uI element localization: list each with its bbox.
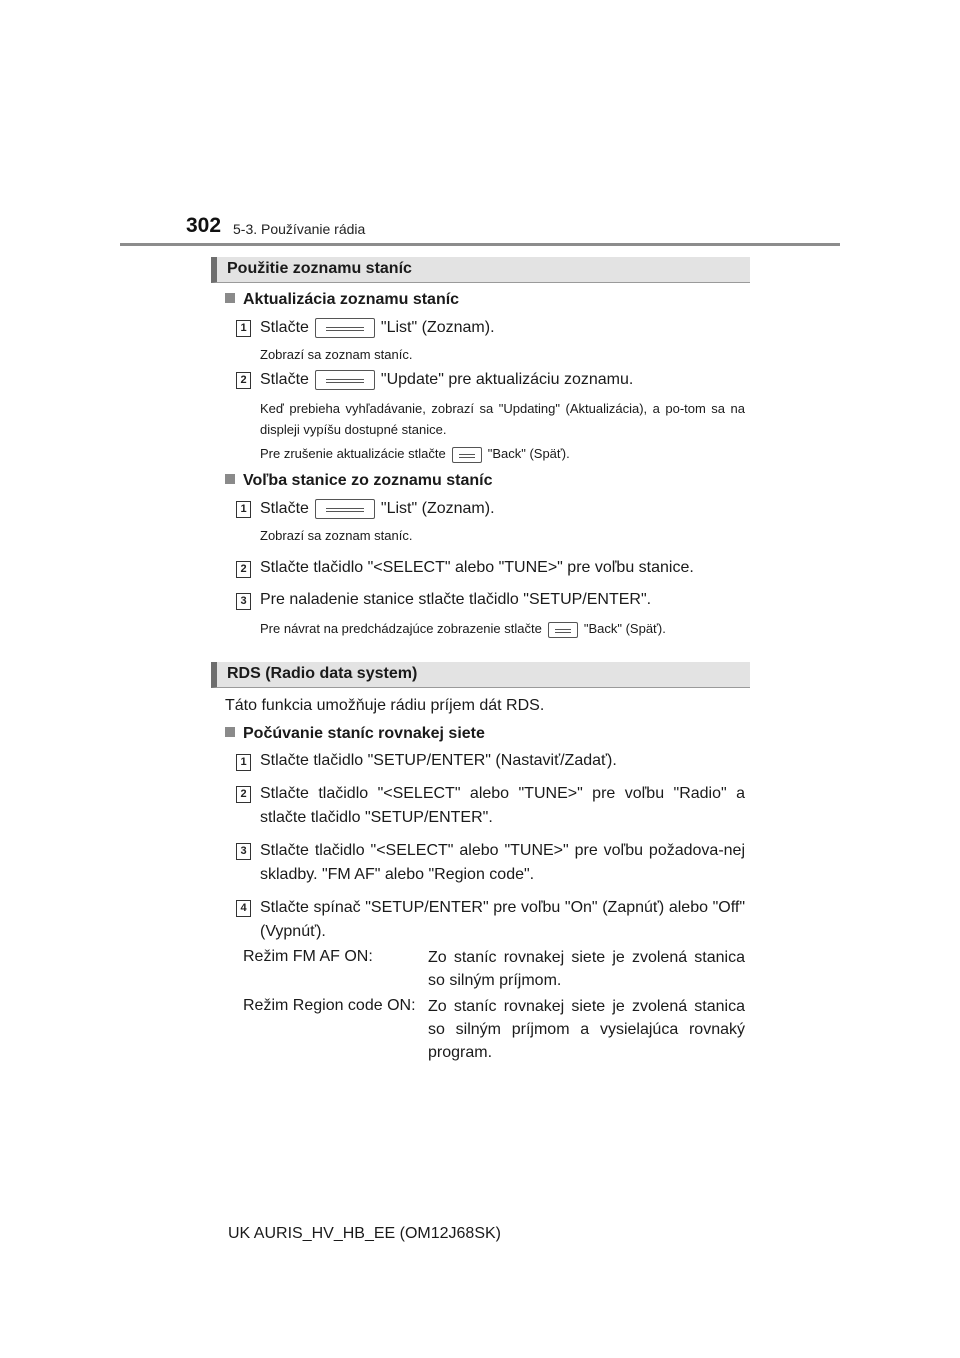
footer-model-code: UK AURIS_HV_HB_EE (OM12J68SK) [228, 1225, 501, 1242]
steering-switch-icon [315, 499, 375, 519]
square-bullet-icon [225, 727, 235, 737]
mode-label: Režim Region code ON: [243, 997, 416, 1014]
section-title: RDS (Radio data system) [227, 665, 418, 682]
step-note: Zobrazí sa zoznam staníc. [260, 528, 413, 543]
steering-switch-icon [452, 447, 482, 463]
step-badge: 2 [236, 372, 251, 389]
step-note: Keď prebieha vyhľadávanie, zobrazí sa "Updating" (Aktualizácia), a po-tom sa na displeji vypíšu dostupné stanice. [260, 401, 745, 437]
step-text: Stlačte tlačidlo "<SELECT" alebo "TUNE>" pre voľbu požadova-nej skladby. "FM AF" alebo "Region code". [260, 842, 745, 883]
steering-switch-icon [548, 622, 578, 638]
step-badge: 4 [236, 900, 251, 917]
header-rule [120, 243, 840, 246]
subheading-select-station: Voľba stanice zo zoznamu staníc [225, 472, 492, 490]
section-title: Použitie zoznamu staníc [227, 260, 412, 277]
step-text: Stlačte "List" (Zoznam). [260, 500, 495, 518]
step-badge: 1 [236, 320, 251, 337]
step-text: Stlačte tlačidlo "SETUP/ENTER" (Nastaviť/Zadať). [260, 752, 617, 769]
step-badge: 3 [236, 593, 251, 610]
mode-description: Zo staníc rovnakej siete je zvolená stanica so silným príjmom. [428, 949, 745, 989]
step-text: Stlačte tlačidlo "<SELECT" alebo "TUNE>" pre voľbu "Radio" a stlačte tlačidlo "SETUP/ENTER". [260, 785, 745, 826]
square-bullet-icon [225, 293, 235, 303]
step-badge: 2 [236, 561, 251, 578]
section-bar-station-list [211, 257, 750, 283]
subheading-same-network: Počúvanie staníc rovnakej siete [225, 725, 485, 743]
step-badge: 3 [236, 843, 251, 860]
mode-label: Režim FM AF ON: [243, 948, 373, 965]
section-bar-rds [211, 662, 750, 688]
rds-intro: Táto funkcia umožňuje rádiu príjem dát RDS. [225, 697, 545, 714]
step-badge: 1 [236, 754, 251, 771]
step-text: Pre naladenie stanice stlačte tlačidlo "SETUP/ENTER". [260, 591, 652, 608]
step-text: Stlačte tlačidlo "<SELECT" alebo "TUNE>" pre voľbu stanice. [260, 559, 694, 576]
subheading-update-list: Aktualizácia zoznamu staníc [225, 291, 459, 309]
steering-switch-icon [315, 370, 375, 390]
step-text: Stlačte "List" (Zoznam). [260, 319, 495, 337]
step-badge: 1 [236, 501, 251, 518]
step-note: Zobrazí sa zoznam staníc. [260, 347, 413, 362]
cancel-note: Pre zrušenie aktualizácie stlačte "Back" (Späť). [260, 446, 570, 461]
mode-description: Zo staníc rovnakej siete je zvolená stanica so silným príjmom a vysielajúca rovnaký program. [428, 998, 745, 1061]
step-text: Stlačte "Update" pre aktualizáciu zoznamu. [260, 371, 634, 389]
square-bullet-icon [225, 474, 235, 484]
back-note: Pre návrat na predchádzajúce zobrazenie stlačte "Back" (Späť). [260, 621, 666, 636]
section-reference: 5-3. Používanie rádia [233, 221, 366, 237]
step-text: Stlačte spínač "SETUP/ENTER" pre voľbu "On" (Zapnúť) alebo "Off" (Vypnúť). [260, 899, 745, 940]
steering-switch-icon [315, 318, 375, 338]
step-badge: 2 [236, 786, 251, 803]
page-number: 302 [186, 214, 222, 237]
